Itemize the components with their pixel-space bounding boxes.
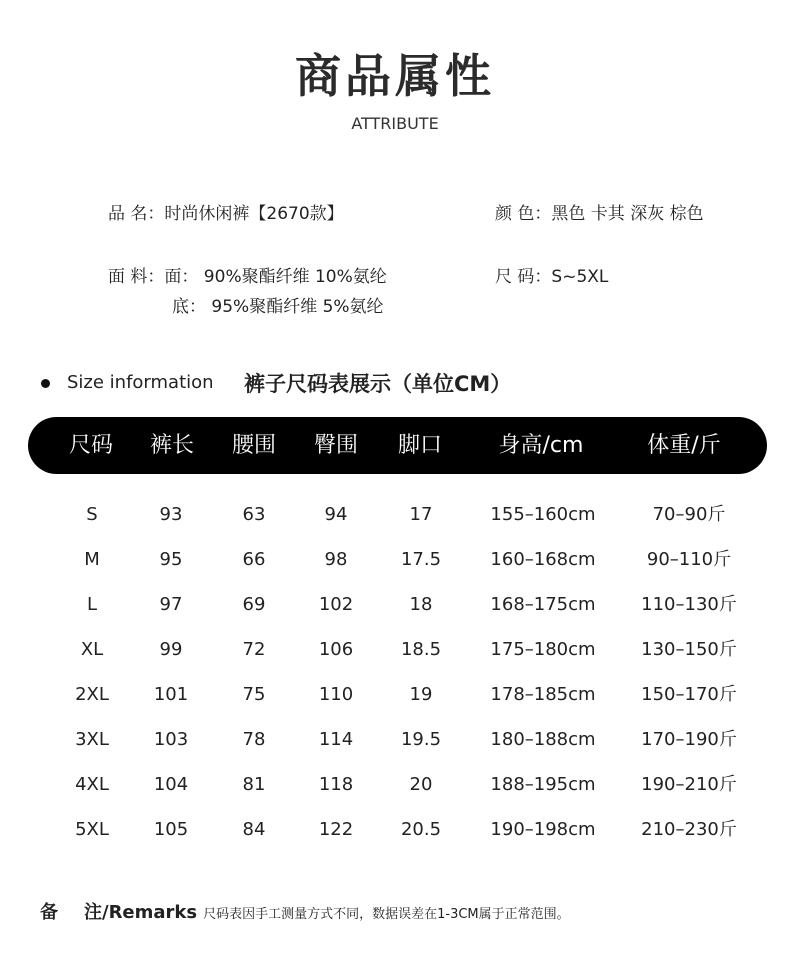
cell-hip: 114 [318,729,354,750]
cell-height: 190–198cm [490,819,596,840]
cell-hip: 98 [324,549,348,570]
table-row [0,672,790,717]
cell-waist: 84 [242,819,266,840]
cell-leg-opening: 17 [409,504,433,525]
size-table-body [0,492,790,852]
table-row [0,492,790,537]
page-title: 商品属性 [295,49,495,103]
cell-size: S [86,504,98,525]
cell-height: 155–160cm [490,504,596,525]
cell-leg-opening: 19 [409,684,433,705]
cell-pants-length: 101 [153,684,189,705]
header-waist: 腰围 [231,433,277,458]
header-height: 身高/cm [498,433,584,458]
attribute-color: 颜 色：黑色 卡其 深灰 棕色 [495,204,704,224]
cell-waist: 78 [242,729,266,750]
cell-size: 5XL [75,819,109,840]
cell-height: 188–195cm [490,774,596,795]
cell-size: 4XL [75,774,109,795]
cell-hip: 102 [318,594,354,615]
table-row [0,627,790,672]
cell-hip: 122 [318,819,354,840]
cell-height: 178–185cm [490,684,596,705]
cell-leg-opening: 18 [409,594,433,615]
cell-height: 160–168cm [490,549,596,570]
cell-size: M [84,549,100,570]
cell-weight: 90–110斤 [646,549,732,570]
cell-weight: 190–210斤 [641,774,737,795]
cell-height: 168–175cm [490,594,596,615]
header-hip: 臀围 [313,433,359,458]
cell-weight: 70–90斤 [652,504,726,525]
cell-pants-length: 93 [159,504,183,525]
cell-size: XL [80,639,104,660]
cell-pants-length: 95 [159,549,183,570]
section-title-cn: 裤子尺码表展示（单位CM） [244,372,512,396]
cell-pants-length: 105 [153,819,189,840]
remarks [40,898,570,924]
cell-size: L [86,594,98,615]
cell-waist: 75 [242,684,266,705]
cell-pants-length: 104 [153,774,189,795]
cell-size: 2XL [75,684,109,705]
cell-height: 175–180cm [490,639,596,660]
cell-weight: 130–150斤 [641,639,737,660]
attribute-product-name: 品 名：时尚休闲裤【2670款】 [108,204,344,224]
cell-leg-opening: 18.5 [400,639,442,660]
header-size: 尺码 [68,433,114,458]
table-row [0,717,790,762]
remarks-label-2: 注/Remarks [84,902,198,923]
cell-leg-opening: 20.5 [400,819,442,840]
table-row [0,537,790,582]
table-row [0,582,790,627]
page-subtitle: ATTRIBUTE [351,114,439,133]
header-pants-length: 裤长 [149,433,195,458]
bullet-dot-icon [41,379,50,388]
cell-pants-length: 99 [159,639,183,660]
remarks-text: 尺码表因手工测量方式不同，数据误差在1-3CM属于正常范围。 [203,907,570,922]
cell-hip: 110 [318,684,354,705]
cell-leg-opening: 19.5 [400,729,442,750]
cell-waist: 69 [242,594,266,615]
section-title-en: Size information [67,372,214,393]
attribute-fabric-face: 面 料：面： 90%聚酯纤维 10%氨纶 [108,267,387,287]
table-row [0,762,790,807]
cell-height: 180–188cm [490,729,596,750]
cell-weight: 210–230斤 [641,819,737,840]
size-table-header [28,417,767,474]
attribute-size: 尺 码：S~5XL [495,267,609,287]
cell-size: 3XL [75,729,109,750]
attribute-fabric-bottom: 底： 95%聚酯纤维 5%氨纶 [172,297,384,317]
cell-leg-opening: 17.5 [400,549,442,570]
cell-waist: 63 [242,504,266,525]
cell-weight: 170–190斤 [641,729,737,750]
table-row [0,807,790,852]
cell-hip: 106 [318,639,354,660]
cell-waist: 66 [242,549,266,570]
cell-hip: 94 [324,504,348,525]
cell-leg-opening: 20 [409,774,433,795]
header-weight: 体重/斤 [647,433,721,458]
cell-weight: 150–170斤 [641,684,737,705]
cell-waist: 72 [242,639,266,660]
cell-waist: 81 [242,774,266,795]
remarks-label-1: 备 [40,902,58,923]
cell-pants-length: 97 [159,594,183,615]
cell-pants-length: 103 [153,729,189,750]
cell-hip: 118 [318,774,354,795]
cell-weight: 110–130斤 [641,594,737,615]
header-leg-opening: 脚口 [397,433,443,458]
